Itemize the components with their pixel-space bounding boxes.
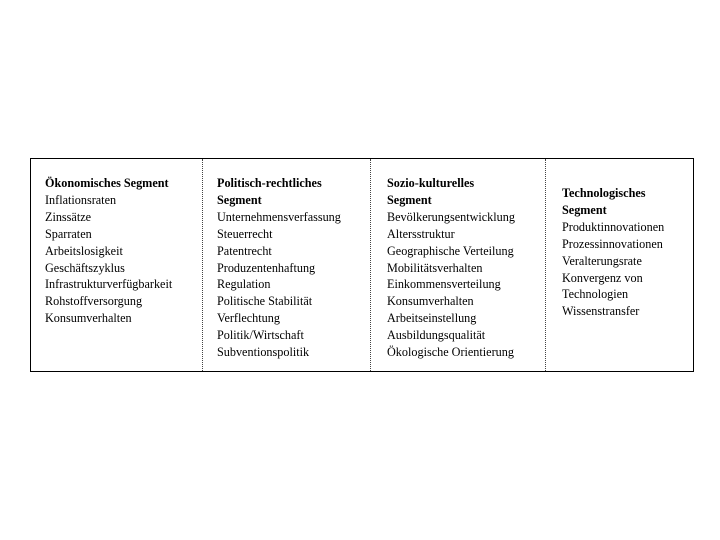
list-item: Produktinnovationen — [562, 219, 665, 234]
list-item: Regulation — [217, 277, 271, 292]
list-item: Technologien — [562, 287, 629, 302]
list-item: Arbeitslosigkeit — [45, 243, 123, 258]
list-item: Konvergenz von — [562, 270, 643, 285]
list-item: Mobilitätsverhalten — [387, 260, 483, 275]
heading-line: Ökonomisches Segment — [45, 176, 169, 190]
segment-heading — [562, 185, 664, 219]
segment-item-list — [45, 192, 172, 327]
list-item: Prozessinnovationen — [562, 236, 663, 251]
heading-line: Segment — [217, 192, 262, 207]
list-item: Unternehmensverfassung — [217, 209, 341, 224]
segment-column-socio-cultural — [387, 175, 515, 371]
segment-item-list — [387, 209, 515, 361]
list-item: Politische Stabilität — [217, 294, 313, 309]
list-item: Rohstoffversorgung — [45, 294, 143, 309]
list-item: Infrastrukturverfügbarkeit — [45, 277, 173, 292]
segment-heading — [387, 175, 515, 209]
list-item: Ökologische Orientierung — [387, 345, 514, 360]
heading-line: Sozio-kulturelles — [387, 176, 475, 190]
list-item: Politik/Wirtschaft — [217, 328, 304, 343]
list-item: Einkommensverteilung — [387, 277, 501, 292]
heading-line: Technologisches — [562, 186, 646, 200]
list-item: Inflationsraten — [45, 192, 117, 207]
list-item: Geographische Verteilung — [387, 243, 514, 258]
segment-item-list — [217, 209, 341, 361]
list-item: Patentrecht — [217, 243, 272, 258]
environment-segments-table — [30, 158, 694, 372]
list-item: Subventionspolitik — [217, 345, 310, 360]
list-item: Veralterungsrate — [562, 253, 642, 268]
list-item: Arbeitseinstellung — [387, 311, 477, 326]
column-divider — [370, 159, 371, 371]
column-divider — [545, 159, 546, 371]
list-item: Konsumverhalten — [45, 311, 132, 326]
list-item: Steuerrecht — [217, 226, 273, 241]
segment-heading — [45, 175, 172, 192]
column-divider — [202, 159, 203, 371]
list-item: Konsumverhalten — [387, 294, 474, 309]
heading-line: Politisch-rechtliches — [217, 176, 322, 190]
segment-item-list — [562, 219, 664, 320]
heading-line: Segment — [562, 202, 607, 217]
list-item: Produzentenhaftung — [217, 260, 316, 275]
list-item: Bevölkerungsentwicklung — [387, 209, 515, 224]
list-item: Verflechtung — [217, 311, 280, 326]
list-item: Geschäftszyklus — [45, 260, 125, 275]
list-item: Sparraten — [45, 226, 92, 241]
segment-column-technological — [562, 185, 664, 371]
segment-column-political-legal — [217, 175, 341, 371]
list-item: Zinssätze — [45, 209, 92, 224]
segment-column-economic — [45, 175, 172, 371]
heading-line: Segment — [387, 192, 432, 207]
segment-heading — [217, 175, 341, 209]
list-item: Altersstruktur — [387, 226, 455, 241]
list-item: Ausbildungsqualität — [387, 328, 486, 343]
list-item: Wissenstransfer — [562, 304, 640, 319]
